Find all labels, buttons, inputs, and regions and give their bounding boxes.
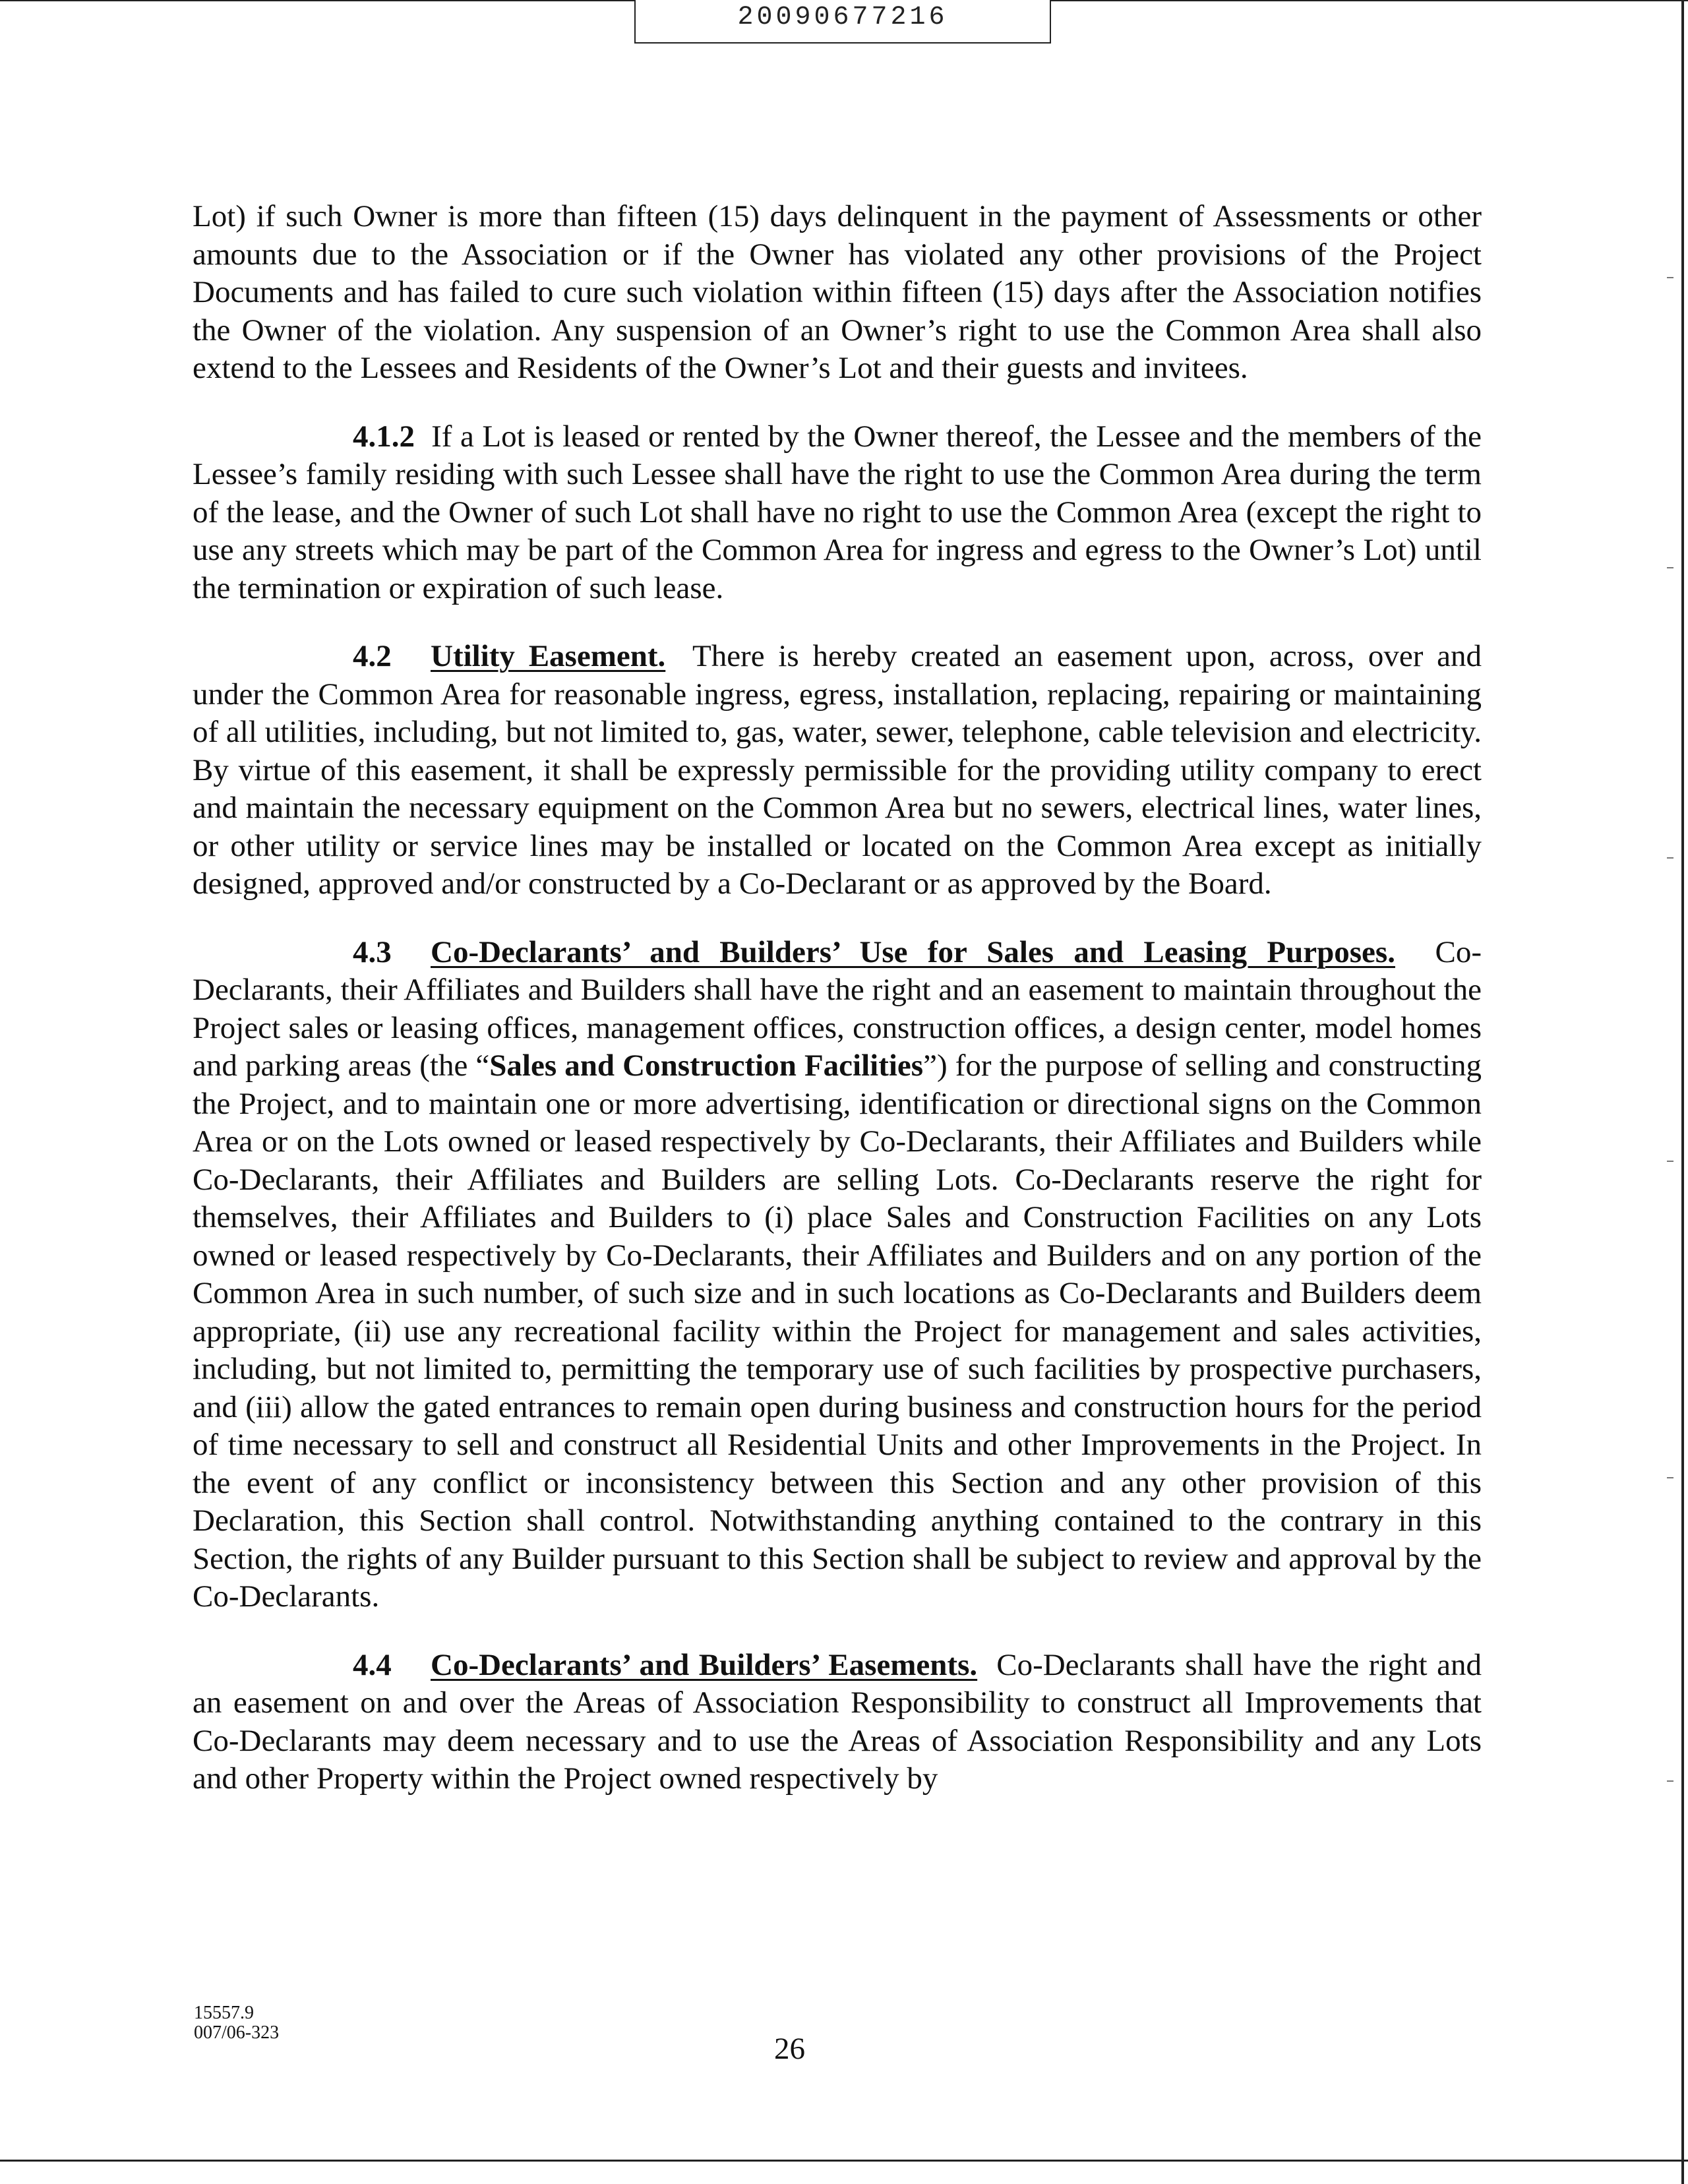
section-heading: Co-Declarants’ and Builders’ Use for Sales and Leasing Purposes.	[431, 934, 1395, 969]
recording-number: 20090677216	[737, 3, 948, 32]
paragraph-4-3	[193, 934, 1482, 1616]
paragraph-4-1-2	[193, 418, 1482, 608]
section-number: 4.3	[353, 934, 392, 969]
document-body	[193, 198, 1482, 1829]
scan-edge-mark	[1667, 1477, 1673, 1478]
page-frame-bottom	[0, 2160, 1688, 2162]
scan-edge-mark	[1667, 567, 1673, 568]
section-number: 4.4	[353, 1647, 392, 1682]
footer-document-code: 15557.9	[194, 2003, 254, 2023]
page-number: 26	[774, 2032, 805, 2066]
footer-matter-code: 007/06-323	[194, 2022, 280, 2043]
scan-edge-mark	[1667, 1161, 1673, 1162]
paragraph-text: Co-Declarants, their Affiliates and Builders shall have the right and an easement to maintain throughout the Project sales or leasing offices, management offices, construction offices, a design center, model homes and parking areas (the “	[193, 934, 1482, 1083]
scan-edge-mark	[1667, 1780, 1673, 1782]
scan-edge-mark	[1667, 277, 1673, 278]
page-frame-right	[1681, 0, 1684, 2184]
paragraph-text: ”) for the purpose of selling and constructing the Project, and to maintain one or more advertising, identification or directional signs on the Common Area or on the Lots owned or leased respectively by Co-Declarants, their Affiliates and Builders while Co-Declarants, their Affiliates and Builders are selling Lots. Co-Declarants reserve the right for themselves, their Affiliates and Builders to (i) place Sales and Construction Facilities on any Lots owned or leased respectively by Co-Declarants, their Affiliates and Builders and on any portion of the Common Area in such number, of such size and in such locations as Co-Declarants and Builders deem appropriate, (ii) use any recreational facility within the Project for management and sales activities, including, but not limited to, permitting the temporary use of such facilities by prospective purchasers, and (iii) allow the gated entrances to remain open during business and construction hours for the period of time necessary to sell and construct all Residential Units and other Improvements in the Project. In the event of any conflict or inconsistency between this Section and any other provision of this Declaration, this Section shall control. Notwithstanding anything contained to the contrary in this Section, the rights of any Builder pursuant to this Section shall be subject to review and approval by the Co-Declarants.	[193, 1048, 1482, 1614]
section-heading: Utility Easement.	[431, 639, 666, 673]
paragraph-text: If a Lot is leased or rented by the Owner thereof, the Lessee and the members of the Lessee’s family residing with such Lessee shall have the right to use the Common Area during the term of the lease, and the Owner of such Lot shall have no right to use the Common Area (except the right to use any streets which may be part of the Common Area for ingress and egress to the Owner’s Lot) until the termination or expiration of such lease.	[193, 419, 1482, 605]
paragraph-continuation: Lot) if such Owner is more than fifteen (15) days delinquent in the payment of Assessments or other amounts due to the Association or if the Owner has violated any other provisions of the Project Documents and has failed to cure such violation within fifteen (15) days after the Association notifies the Owner of the violation. Any suspension of an Owner’s right to use the Common Area shall also extend to the Lessees and Residents of the Owner’s Lot and their guests and invitees.	[193, 199, 1482, 385]
section-number: 4.2	[353, 639, 392, 673]
recording-number-box	[634, 0, 1051, 44]
paragraph-text: There is hereby created an easement upon, across, over and under the Common Area for reasonable ingress, egress, installation, replacing, repairing or maintaining of all utilities, including, but not limited to, gas, water, sewer, telephone, cable television and electricity. By virtue of this easement, it shall be expressly permissible for the providing utility company to erect and maintain the necessary equipment on the Common Area but no sewers, electrical lines, water lines, or other utility or service lines may be installed or located on the Common Area except as initially designed, approved and/or constructed by a Co-Declarant or as approved by the Board.	[193, 639, 1482, 901]
paragraph-4-2	[193, 638, 1482, 903]
paragraph-4-4	[193, 1647, 1482, 1798]
section-number: 4.1.2	[353, 419, 415, 454]
paragraph-text: Co-Declarants shall have the right and an easement on and over the Areas of Association Responsibility to construct all Improvements that Co-Declarants may deem necessary and to use the Areas of Association Responsibility and any Lots and other Property within the Project owned respectively by	[193, 1647, 1482, 1796]
defined-term: Sales and Construction Facilities	[489, 1048, 924, 1083]
section-heading: Co-Declarants’ and Builders’ Easements.	[431, 1647, 978, 1682]
scan-edge-mark	[1667, 857, 1673, 859]
